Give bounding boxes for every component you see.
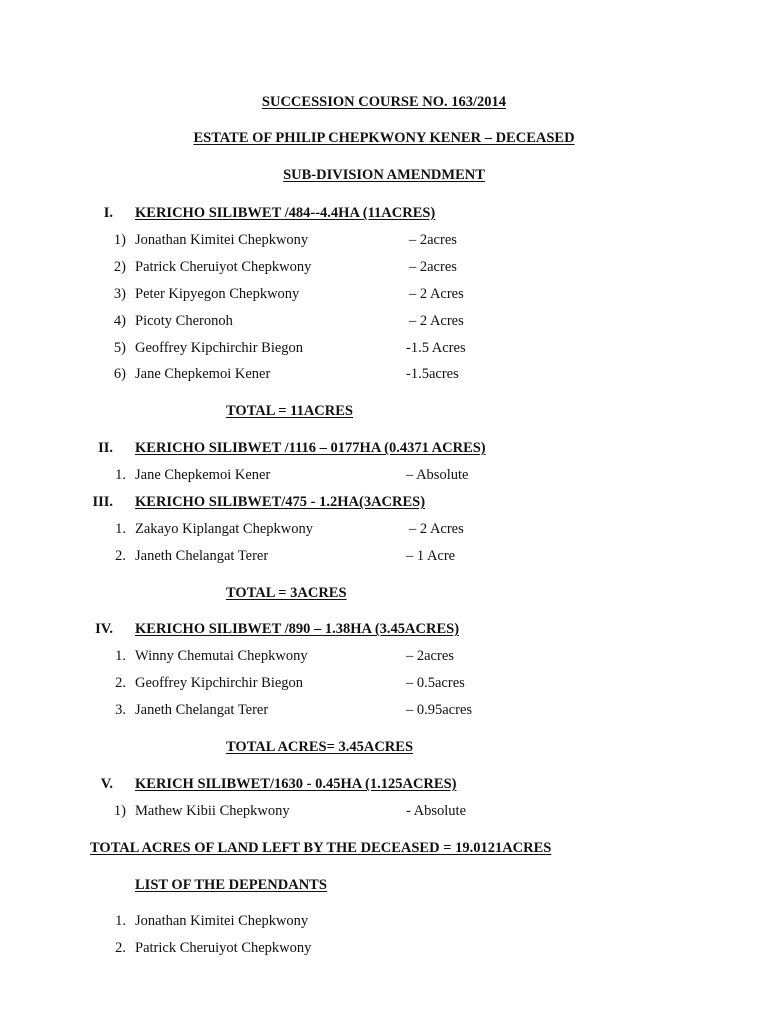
- list-item-number: 2.: [115, 548, 126, 564]
- acreage-share: – Absolute: [406, 467, 469, 483]
- dependant-name: Jonathan Kimitei Chepkwony: [135, 913, 309, 929]
- beneficiary-name: Jane Chepkemoi Kener: [135, 366, 271, 382]
- acreage-share: -1.5acres: [406, 366, 459, 382]
- dependants-heading: LIST OF THE DEPENDANTS: [135, 877, 327, 893]
- section-heading: KERICHO SILIBWET /484--4.4HA (11ACRES): [135, 205, 436, 221]
- section-numeral: I.: [103, 205, 113, 221]
- beneficiary-name: Jane Chepkemoi Kener: [135, 467, 271, 483]
- list-item-number: 2.: [115, 675, 126, 691]
- list-item-number: 5): [113, 340, 126, 356]
- beneficiary-name: Janeth Chelangat Terer: [135, 548, 269, 564]
- beneficiary-name: Geoffrey Kipchirchir Biegon: [135, 340, 304, 356]
- acreage-share: -1.5 Acres: [406, 340, 466, 356]
- list-item-number: 6): [113, 366, 126, 382]
- list-item-number: 3.: [115, 702, 126, 718]
- beneficiary-name: Picoty Cheronoh: [135, 313, 233, 329]
- beneficiary-name: Janeth Chelangat Terer: [135, 702, 269, 718]
- section-total: TOTAL ACRES= 3.45ACRES: [226, 739, 414, 755]
- section-heading: KERICH SILIBWET/1630 - 0.45HA (1.125ACRES): [135, 776, 457, 792]
- section-total: TOTAL = 3ACRES: [226, 585, 347, 601]
- list-item-number: 3): [113, 286, 126, 302]
- acreage-share: – 0.5acres: [406, 675, 465, 691]
- beneficiary-name: Winny Chemutai Chepkwony: [135, 648, 308, 664]
- beneficiary-name: Jonathan Kimitei Chepkwony: [135, 232, 309, 248]
- acreage-share: – 2 Acres: [409, 286, 464, 302]
- acreage-share: – 0.95acres: [406, 702, 473, 718]
- section-heading: KERICHO SILIBWET /890 – 1.38HA (3.45ACRES): [135, 621, 460, 637]
- acreage-share: – 2acres: [409, 232, 457, 248]
- beneficiary-name: Zakayo Kiplangat Chepkwony: [135, 521, 313, 537]
- document-title: SUCCESSION COURSE NO. 163/2014: [261, 94, 507, 110]
- beneficiary-name: Peter Kipyegon Chepkwony: [135, 286, 300, 302]
- list-item-number: 1.: [115, 467, 126, 483]
- beneficiary-name: Mathew Kibii Chepkwony: [135, 803, 290, 819]
- acreage-share: – 2 Acres: [409, 313, 464, 329]
- section-numeral: V.: [100, 776, 113, 792]
- beneficiary-name: Patrick Cheruiyot Chepkwony: [135, 259, 312, 275]
- section-heading: KERICHO SILIBWET/475 - 1.2HA(3ACRES): [135, 494, 426, 510]
- section-numeral: II.: [98, 440, 113, 456]
- beneficiary-name: Geoffrey Kipchirchir Biegon: [135, 675, 304, 691]
- list-item-number: 4): [113, 313, 126, 329]
- dependant-name: Patrick Cheruiyot Chepkwony: [135, 940, 312, 956]
- list-item-number: 1): [113, 803, 126, 819]
- list-item-number: 2.: [115, 940, 126, 956]
- grand-total: TOTAL ACRES OF LAND LEFT BY THE DECEASED = 19.0121ACRES: [90, 840, 552, 856]
- estate-title: ESTATE OF PHILIP CHEPKWONY KENER – DECEASED: [193, 130, 575, 146]
- list-item-number: 1.: [115, 913, 126, 929]
- acreage-share: – 2 Acres: [409, 521, 464, 537]
- section-numeral: III.: [92, 494, 113, 510]
- list-item-number: 1): [113, 232, 126, 248]
- section-total: TOTAL = 11ACRES: [226, 403, 353, 419]
- section-heading: KERICHO SILIBWET /1116 – 0177HA (0.4371 ACRES): [135, 440, 486, 456]
- subdivision-title: SUB-DIVISION AMENDMENT: [283, 167, 485, 183]
- list-item-number: 1.: [115, 521, 126, 537]
- list-item-number: 1.: [115, 648, 126, 664]
- acreage-share: – 2acres: [406, 648, 454, 664]
- section-numeral: IV.: [95, 621, 113, 637]
- acreage-share: – 2acres: [409, 259, 457, 275]
- acreage-share: - Absolute: [406, 803, 467, 819]
- acreage-share: – 1 Acre: [406, 548, 456, 564]
- list-item-number: 2): [113, 259, 126, 275]
